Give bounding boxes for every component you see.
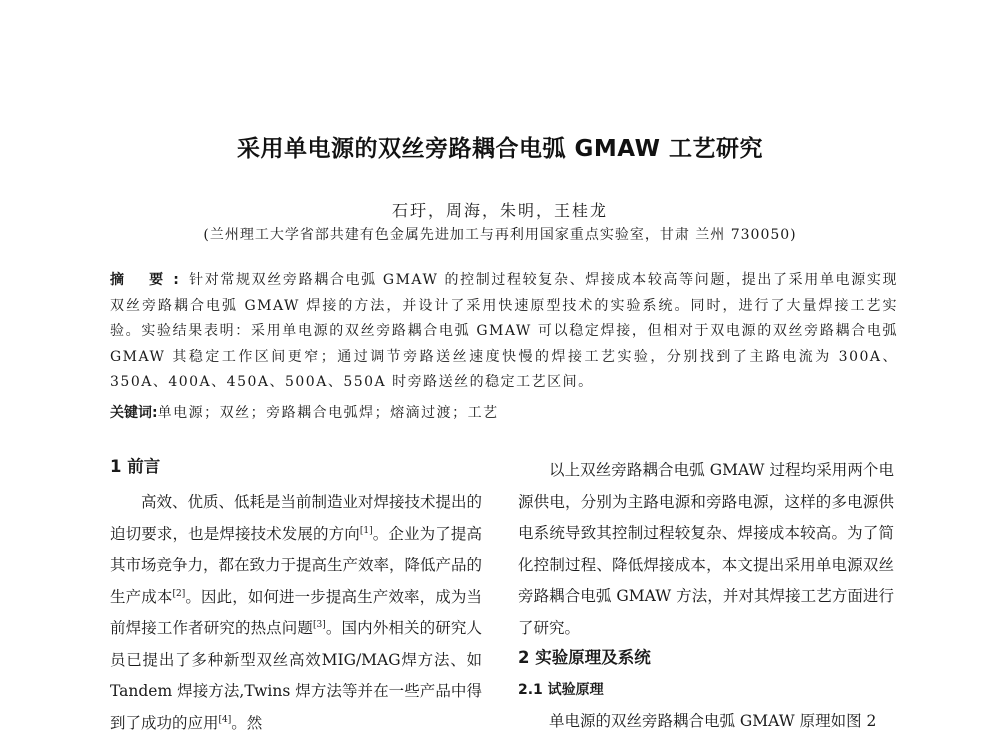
citation-3: [3]	[313, 619, 326, 630]
keywords-label: 关键词:	[110, 405, 158, 421]
left-column	[110, 455, 482, 739]
intro-text-4: 。国内外相关的研究人员已提出了多种新型双丝高效MIG/MAG焊方法、如Tandem 焊接方法,Twins 焊方法等并在一些产品中得到了成功的应用	[110, 619, 482, 732]
citation-2: [2]	[172, 588, 186, 599]
intro-text-5: 。然	[231, 713, 263, 732]
paper-title: 采用单电源的双丝旁路耦合电弧 GMAW 工艺研究	[237, 136, 763, 162]
intro-text-1: 高效、优质、低耗是当前制造业对焊接技术提出的迫切要求，也是焊接技术发展的方向	[110, 493, 483, 543]
right-column	[518, 455, 894, 738]
affiliation: (兰州理工大学省部共建有色金属先进加工与再利用国家重点实验室，甘肃 兰州 730050)	[203, 227, 797, 243]
keywords-text: 单电源；双丝；旁路耦合电弧焊；熔滴过渡；工艺	[157, 405, 499, 421]
intro-paragraph	[110, 487, 482, 739]
keywords	[110, 402, 898, 424]
abstract-text: 针对常规双丝旁路耦合电弧 GMAW 的控制过程较复杂、焊接成本较高等问题，提出了采用单电源实现双丝旁路耦合电弧 GMAW 焊接的方法，并设计了采用快速原型技术的实验系统。同时，进行了大量焊接工艺实验。实验结果表明：采用单电源的双丝旁路耦合电弧 GMAW 可以稳定焊接，但相对于双电源的双丝旁路耦合电弧 GMAW 其稳定工作区间更窄；通过调节旁路送丝速度快慢的焊接工艺实验，分别找到了主路电流为 300A、350A、400A、450A、500A、550A 时旁路送丝的稳定工艺区间。	[110, 272, 898, 390]
author-list: 石玗，周海，朱明，王桂龙	[391, 201, 608, 220]
abstract	[110, 268, 898, 396]
intro-text-3: 。因此，如何进一步提高生产效率，成为当前焊接工作者研究的热点问题	[110, 587, 482, 637]
section-heading-principle: 2 实验原理及系统	[518, 648, 651, 667]
principle-paragraph: 单电源的双丝旁路耦合电弧 GMAW 原理如图 2	[549, 712, 877, 730]
intro-text-2: 。企业为了提高其市场竞争力，都在致力于提高生产效率，降低产品的生产成本	[110, 524, 483, 606]
citation-4: [4]	[218, 714, 232, 725]
section-heading-intro: 1 前言	[110, 457, 161, 476]
subsection-heading-test-principle: 2.1 试验原理	[518, 682, 604, 698]
citation-1: [1]	[359, 525, 373, 536]
intro-continued-paragraph: 以上双丝旁路耦合电弧 GMAW 过程均采用两个电源供电，分别为主路电源和旁路电源，这样的多电源供电系统导致其控制过程较复杂、焊接成本较高。为了简化控制过程、降低焊接成本，本文提出采用单电源双丝旁路耦合电弧 GMAW 方法，并对其焊接工艺方面进行了研究。	[518, 461, 894, 637]
abstract-label: 摘 要:	[110, 272, 189, 288]
